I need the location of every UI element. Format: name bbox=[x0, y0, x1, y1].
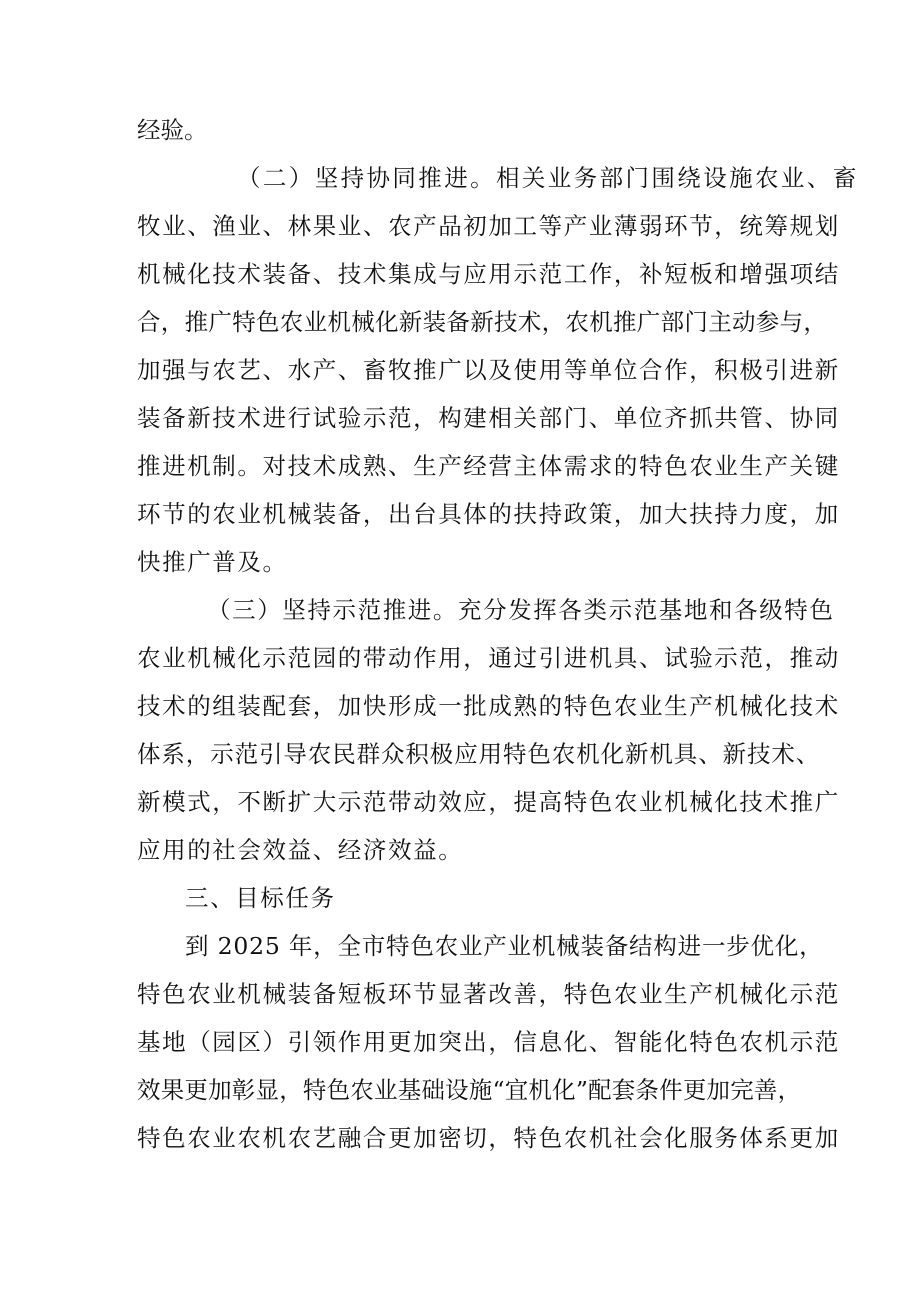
text-line: 装备新技术进行试验示范，构建相关部门、单位齐抓共管、协同 bbox=[137, 404, 840, 432]
text-line: 加强与农艺、水产、畜牧推广以及使用等单位合作，积极引进新 bbox=[137, 356, 840, 384]
text-line: 农业机械化示范园的带动作用，通过引进机具、试验示范，推动 bbox=[137, 644, 840, 672]
text-line: 新模式，不断扩大示范带动效应，提高特色农业机械化技术推广 bbox=[137, 788, 840, 816]
text-line: 特色农业机械装备短板环节显著改善，特色农业生产机械化示范 bbox=[137, 980, 840, 1008]
text-line: （二）坚持协同推进。相关业务部门围绕设施农业、畜 bbox=[237, 164, 859, 192]
text-line: 效果更加彰显，特色农业基础设施“宜机化”配套条件更加完善， bbox=[137, 1076, 802, 1104]
text-line: 环节的农业机械装备，出台具体的扶持政策，加大扶持力度，加 bbox=[137, 500, 840, 528]
section-heading: 三、目标任务 bbox=[185, 884, 336, 912]
text-line: 经验。 bbox=[137, 116, 208, 144]
text-line: 到 2025 年，全市特色农业产业机械装备结构进一步优化， bbox=[185, 932, 824, 960]
text-line: 应用的社会效益、经济效益。 bbox=[137, 836, 464, 864]
text-line: 牧业、渔业、林果业、农产品初加工等产业薄弱环节，统筹规划 bbox=[137, 212, 840, 240]
text-line: 推进机制。对技术成熟、生产经营主体需求的特色农业生产关键 bbox=[137, 452, 840, 480]
text-line: （三）坚持示范推进。充分发挥各类示范基地和各级特色 bbox=[207, 596, 835, 624]
text-line: 基地（园区）引领作用更加突出，信息化、智能化特色农机示范 bbox=[137, 1028, 840, 1056]
text-line: 特色农业农机农艺融合更加密切，特色农机社会化服务体系更加 bbox=[137, 1124, 840, 1152]
text-line: 合，推广特色农业机械化新装备新技术，农机推广部门主动参与， bbox=[137, 308, 828, 336]
text-line: 体系，示范引导农民群众积极应用特色农机化新机具、新技术、 bbox=[137, 740, 821, 768]
text-line: 快推广普及。 bbox=[137, 548, 288, 576]
text-line: 机械化技术装备、技术集成与应用示范工作，补短板和增强项结 bbox=[137, 260, 840, 288]
text-line: 技术的组装配套，加快形成一批成熟的特色农业生产机械化技术 bbox=[137, 692, 840, 720]
